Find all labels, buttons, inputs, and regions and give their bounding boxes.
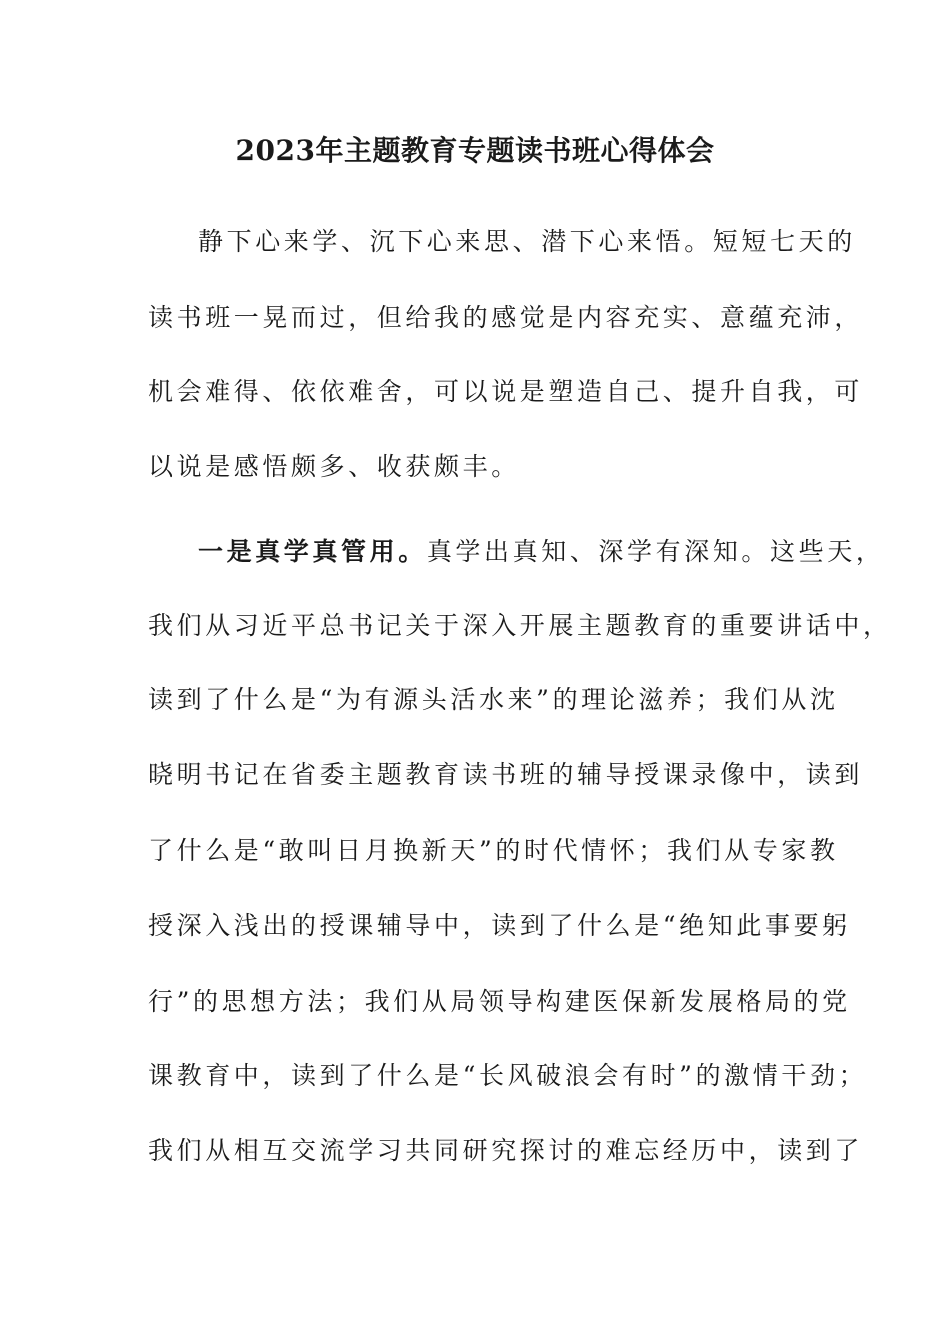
paragraph-line: 授深入浅出的授课辅导中，读到了什么是“绝知此事要躬 (148, 911, 851, 940)
paragraph-line: 晓明书记在省委主题教育读书班的辅导授课录像中，读到 (148, 760, 864, 789)
paragraph-first-line (198, 532, 885, 572)
paragraph-line: 静下心来学、沉下心来思、潜下心来悟。短短七天的 (198, 227, 856, 256)
document-title: 2023年主题教育专题读书班心得体会 (235, 134, 715, 167)
paragraph-text: 真学出真知、深学有深知。这些天， (426, 537, 885, 566)
paragraph-line: 读到了什么是“为有源头活水来”的理论滋养；我们从沈 (148, 685, 839, 714)
paragraph-line: 读书班一晃而过，但给我的感觉是内容充实、意蕴充沛， (148, 303, 864, 332)
paragraph-line: 以说是感悟颇多、收获颇丰。 (148, 452, 520, 481)
paragraph-line: 课教育中，读到了什么是“长风破浪会有时”的激情干劲； (148, 1061, 868, 1090)
paragraph-line: 我们从习近平总书记关于深入开展主题教育的重要讲话中， (148, 611, 892, 640)
paragraph-line: 了什么是“敢叫日月换新天”的时代情怀；我们从专家教 (148, 836, 839, 865)
paragraph-line: 我们从相互交流学习共同研究探讨的难忘经历中，读到了 (148, 1136, 864, 1165)
paragraph-line: 行”的思想方法；我们从局领导构建医保新发展格局的党 (148, 987, 851, 1016)
section-heading: 一是真学真管用。 (198, 537, 427, 566)
paragraph-line: 机会难得、依依难舍，可以说是塑造自己、提升自我，可 (148, 377, 864, 406)
